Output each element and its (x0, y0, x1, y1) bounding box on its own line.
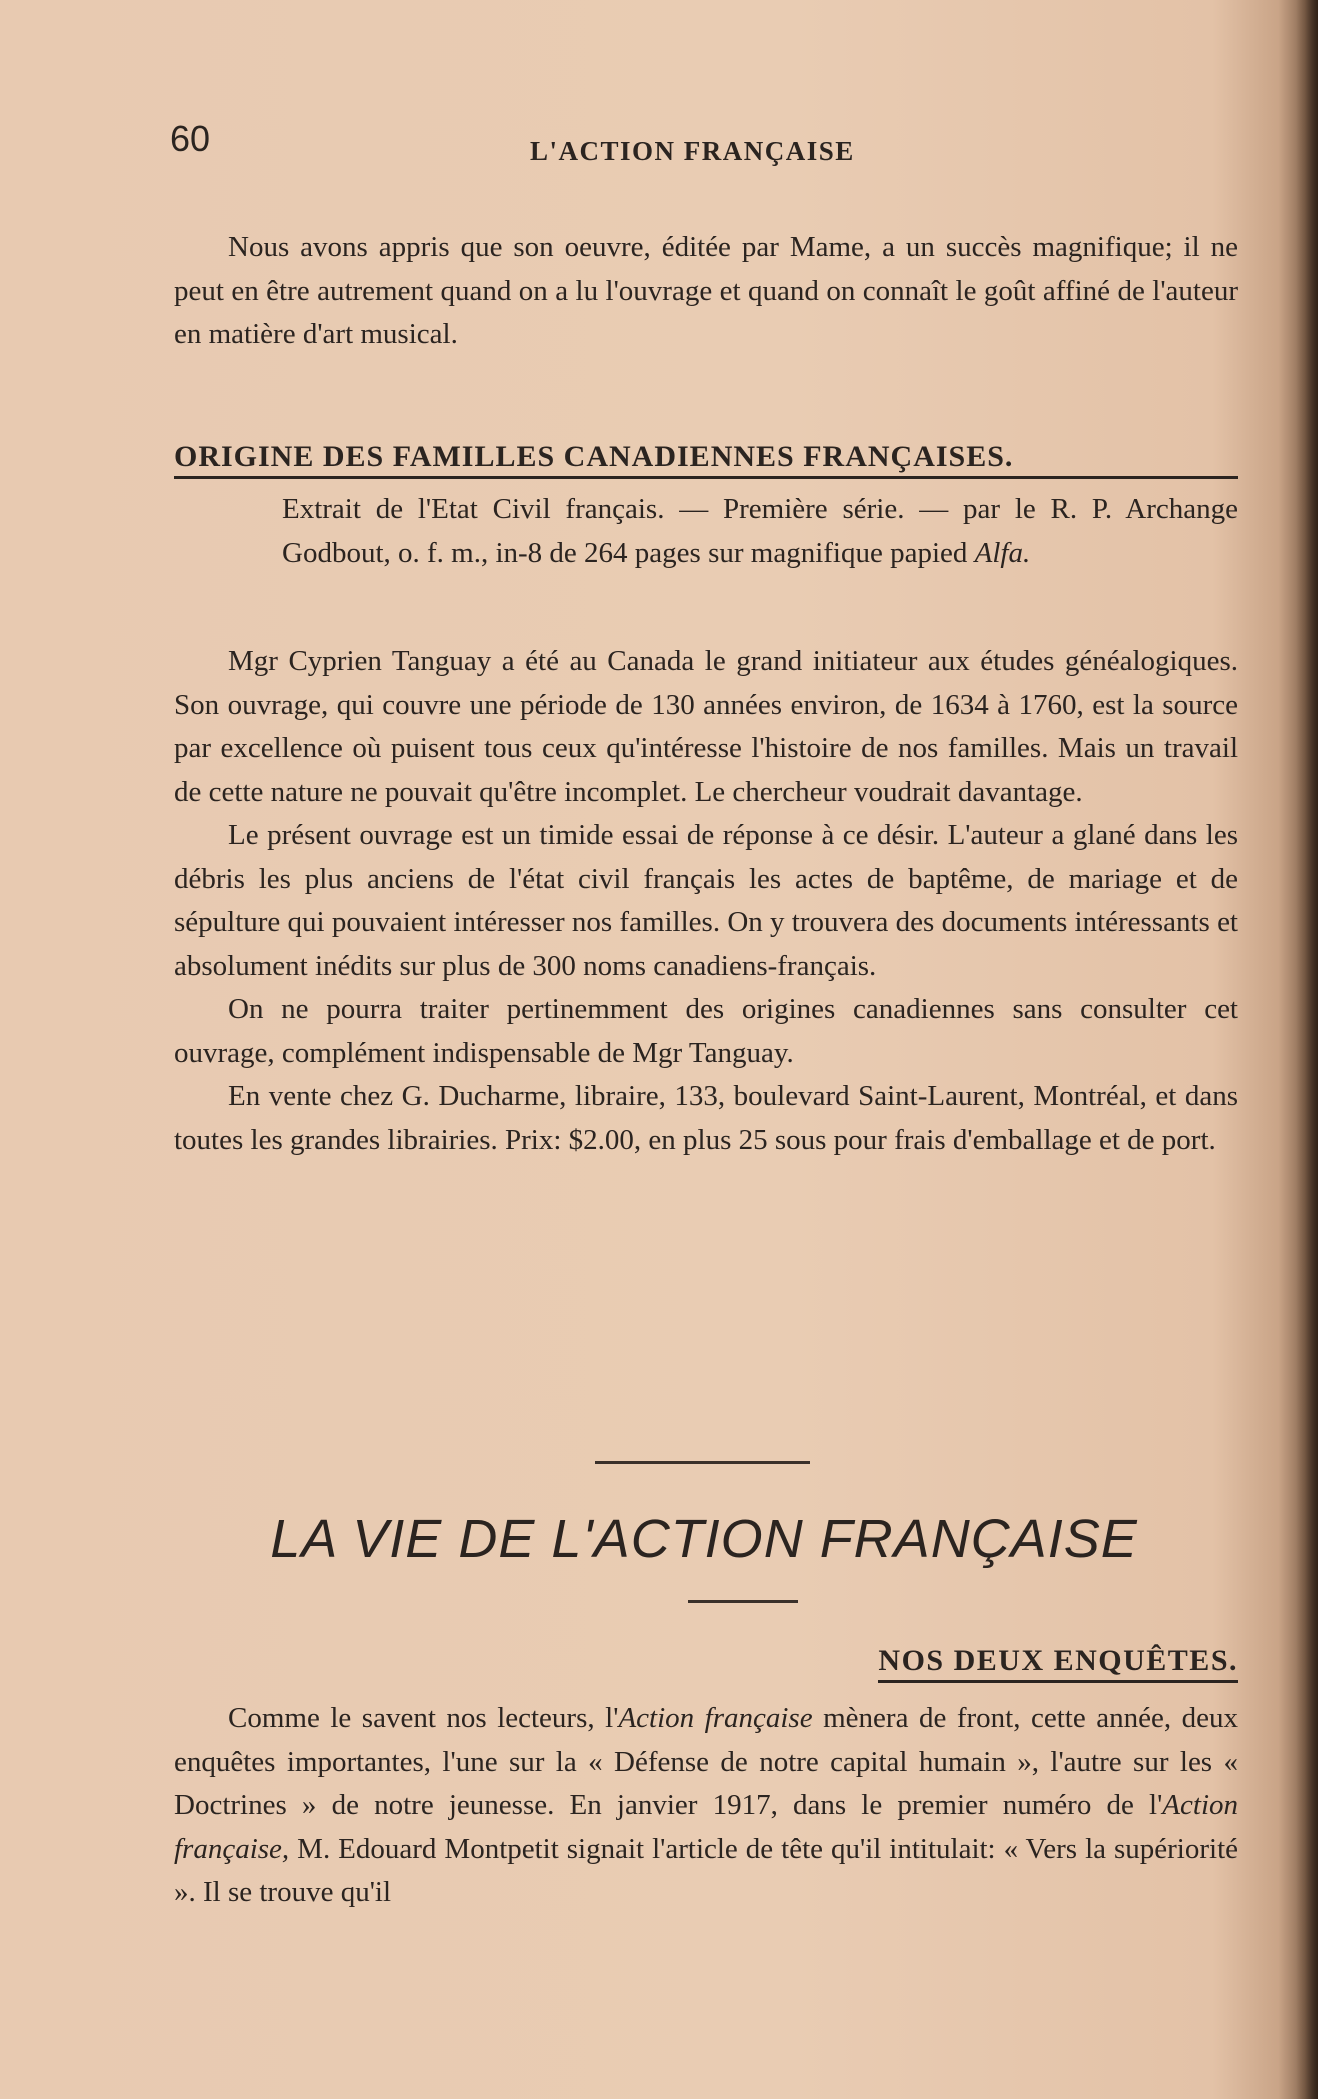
section-paragraph (174, 1697, 1238, 1915)
section-subheading: NOS DEUX ENQUÊTES. (878, 1644, 1238, 1683)
section-divider-top (595, 1461, 810, 1464)
running-head: L'ACTION FRANÇAISE (530, 136, 855, 166)
intro-paragraph: Nous avons appris que son oeuvre, éditée par Mame, a un succès magnifique; il ne peut en être autrement quand on a lu l'ouvrage et quand on connaît le goût affiné de l'auteur en matière d'art musical. (174, 231, 1238, 350)
section-body (174, 1697, 1238, 1915)
review-subtitle-italic: Alfa. (974, 536, 1031, 569)
review-body (174, 640, 1238, 1162)
section-italic-2: Action française, (174, 1789, 1238, 1865)
section-text-3: M. Edouard Montpetit signait l'article de tête qu'il intitulait: « Vers la supériorité ». Il se trouve qu'il (174, 1832, 1238, 1908)
review-paragraph: On ne pourra traiter pertinemment des origines canadiennes sans consulter cet ouvrage, complément indispensable de Mgr Tanguay. (174, 993, 1238, 1069)
section-text-1: Comme le savent nos lecteurs, l' (228, 1702, 619, 1734)
review-paragraph: Mgr Cyprien Tanguay a été au Canada le grand initiateur aux études généalogiques. Son ouvrage, qui couvre une période de 130 années environ, de 1634 à 1760, est la source par excellence où puisent tous ceux qu'intéresse l'histoire de nos familles. Mais un travail de cette nature ne pouvait qu'être incomplet. Le chercheur voudrait davantage. (174, 645, 1238, 808)
page-edge-shadow (1296, 0, 1318, 2099)
section-text-2: mènera de front, cette année, deux enquêtes importantes, l'une sur la « Défense de notre capital humain », l'autre sur les « Doctrines » de notre jeunesse. En janvier 1917, dans le premier numéro de l' (174, 1702, 1238, 1821)
review-heading: ORIGINE DES FAMILLES CANADIENNES FRANÇAISES. (174, 440, 1238, 479)
review-subtitle (282, 488, 1238, 575)
review-paragraph: Le présent ouvrage est un timide essai de réponse à ce désir. L'auteur a glané dans les débris les plus anciens de l'état civil français les actes de baptême, de mariage et de sépulture qui pouvaient intéresser nos familles. On y trouvera des documents intéressants et absolument inédits sur plus de 300 noms canadiens-français. (174, 819, 1238, 982)
review-paragraph: En vente chez G. Ducharme, libraire, 133, boulevard Saint-Laurent, Montréal, et dans toutes les grandes librairies. Prix: $2.00, en plus 25 sous pour frais d'emballage et de port. (174, 1080, 1238, 1156)
page-number: 60 (170, 118, 211, 159)
review-subtitle-text: Extrait de l'Etat Civil français. — Première série. — par le R. P. Archange Godbout, o. f. m., in-8 de 264 pages sur magnifique papied (282, 493, 1238, 569)
section-italic-1: Action française (618, 1702, 813, 1734)
section-title: LA VIE DE L'ACTION FRANÇAISE (270, 1509, 1138, 1569)
section-divider-bottom (688, 1600, 798, 1603)
intro-block (174, 226, 1238, 357)
